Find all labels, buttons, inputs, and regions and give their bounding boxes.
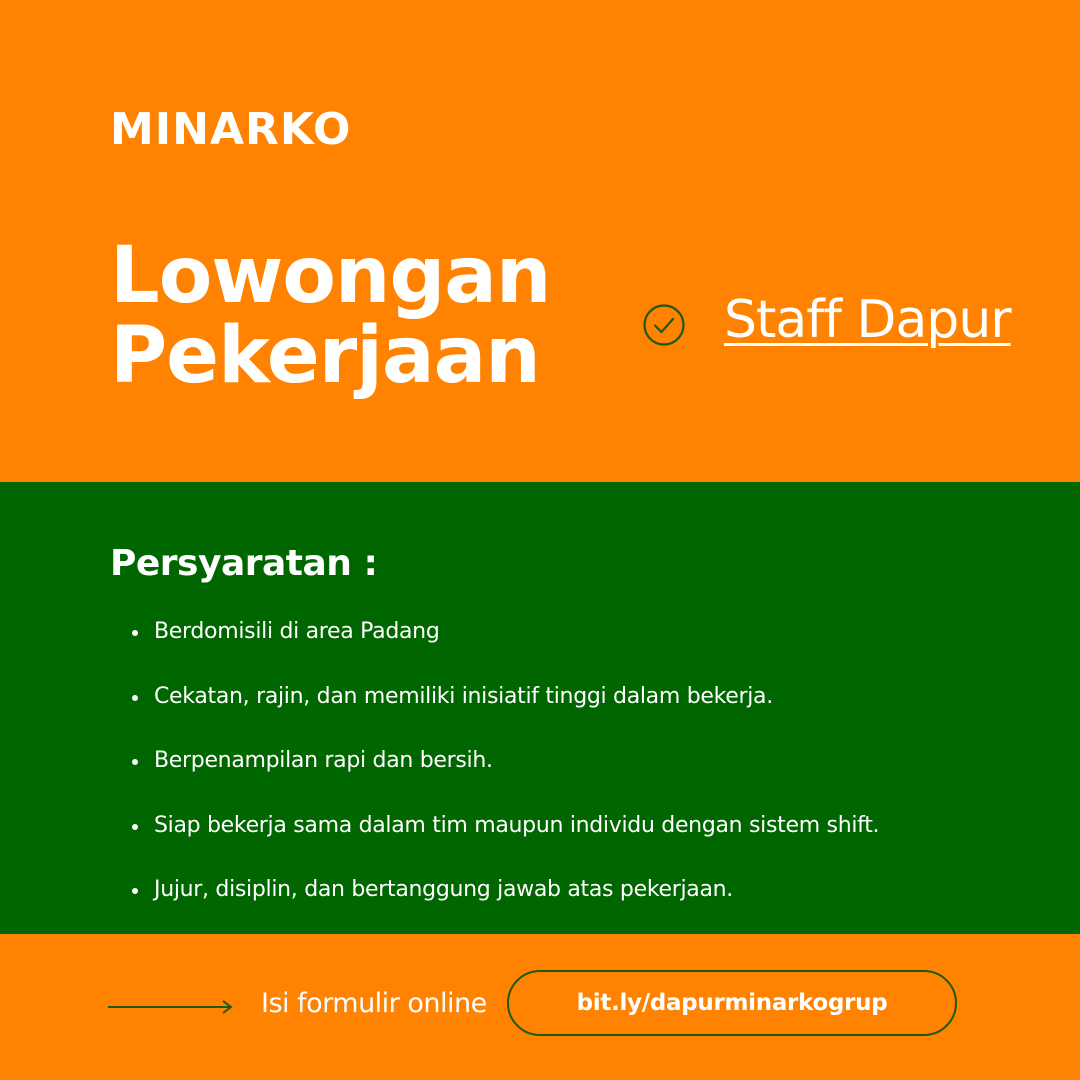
- list-item: Jujur, disiplin, dan bertanggung jawab atas pekerjaan.: [130, 870, 879, 935]
- arrow-right-icon: [108, 999, 234, 1015]
- check-circle-icon: [642, 303, 686, 347]
- requirements-title: Persyaratan :: [110, 543, 378, 584]
- list-item: Siap bekerja sama dalam tim maupun individu dengan sistem shift.: [130, 806, 879, 871]
- position-link[interactable]: Staff Dapur: [724, 290, 1011, 350]
- list-item: Berdomisili di area Padang: [130, 612, 879, 677]
- list-item: Berpenampilan rapi dan bersih.: [130, 741, 879, 806]
- form-link-button[interactable]: bit.ly/dapurminarkogrup: [507, 970, 957, 1036]
- brand-logo: MINARKO: [110, 104, 352, 155]
- cta-label: Isi formulir online: [261, 988, 487, 1019]
- headline: [110, 231, 551, 401]
- list-item: Cekatan, rajin, dan memiliki inisiatif tinggi dalam bekerja.: [130, 677, 879, 742]
- requirements-list: [130, 612, 879, 935]
- headline-line-2: Pekerjaan: [110, 311, 540, 401]
- headline-line-1: Lowongan: [110, 231, 551, 321]
